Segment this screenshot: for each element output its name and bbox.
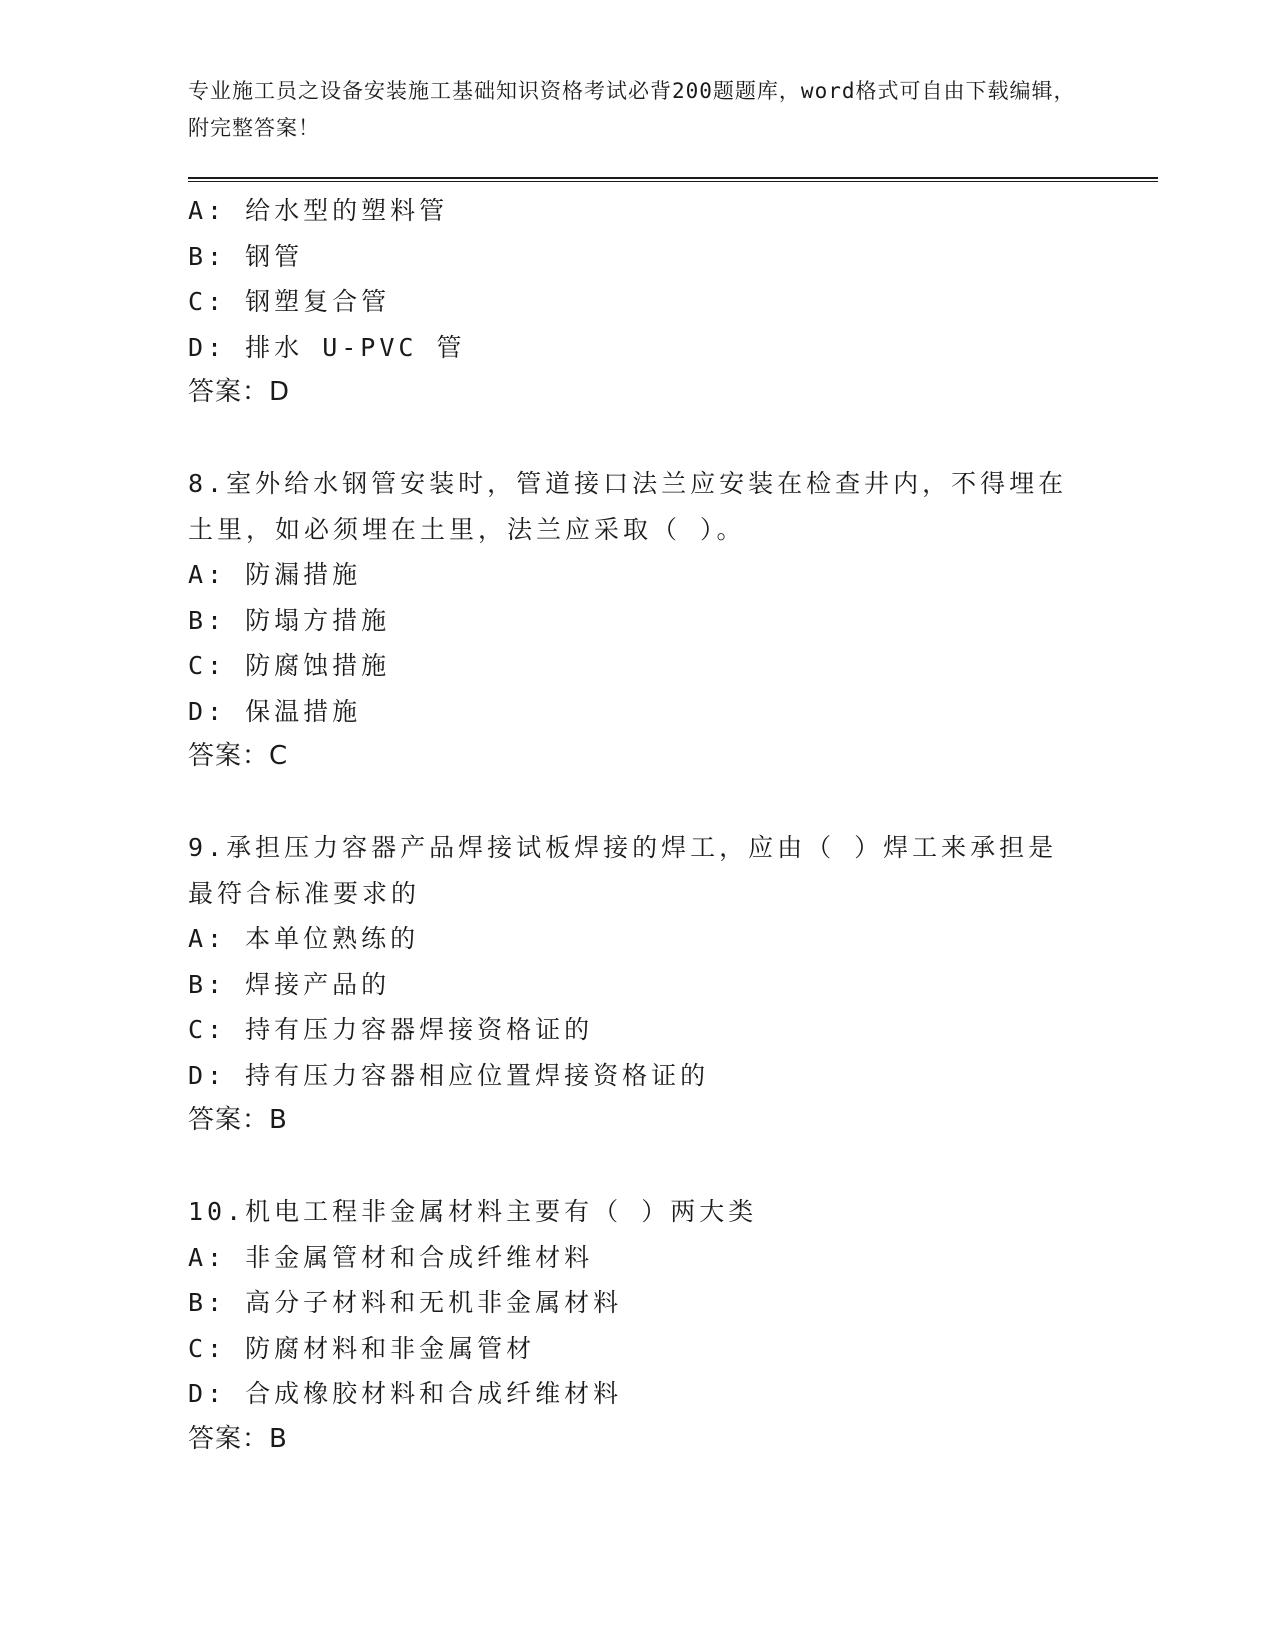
- option-a: A: 防漏措施: [188, 560, 362, 589]
- option-d: D: 持有压力容器相应位置焊接资格证的: [188, 1060, 710, 1090]
- option-b: B: 防塌方措施: [188, 605, 391, 635]
- spacer: [188, 780, 1088, 826]
- question-stem: 8.室外给水钢管安装时，管道接口法兰应安装在检查井内，不得埋在土里，如必须埋在土里，法兰应采取（ ）。: [188, 469, 1068, 544]
- answer-line: 答案：B: [188, 1423, 288, 1454]
- answer-line: 答案：C: [188, 741, 289, 771]
- option-b: B: 焊接产品的: [188, 969, 391, 999]
- spacer: [188, 1144, 1088, 1190]
- question-block-9: [188, 825, 1088, 1144]
- question-stem: 9.承担压力容器产品焊接试板焊接的焊工，应由（ ）焊工来承担是最符合标准要求的: [188, 833, 1058, 908]
- option-a: A: 本单位熟练的: [188, 924, 420, 953]
- answer-line: 答案：B: [188, 1105, 288, 1135]
- document-body: [188, 188, 1088, 1462]
- option-c: C: 防腐材料和非金属管材: [188, 1333, 536, 1363]
- option-c: C: 钢塑复合管: [188, 287, 391, 316]
- option-a: A: 给水型的塑料管: [188, 196, 449, 225]
- option-d: D: 排水 U-PVC 管: [188, 332, 466, 362]
- option-c: C: 防腐蚀措施: [188, 651, 391, 680]
- option-b: B: 钢管: [188, 241, 304, 271]
- spacer: [188, 416, 1088, 462]
- question-block-8: [188, 461, 1088, 780]
- document-header: 专业施工员之设备安装施工基础知识资格考试必背200题题库，word格式可自由下载编辑，附完整答案！: [188, 79, 1076, 140]
- option-d: D: 保温措施: [188, 696, 362, 726]
- answer-line: 答案：D: [188, 377, 291, 407]
- option-b: B: 高分子材料和无机非金属材料: [188, 1288, 623, 1317]
- option-d: D: 合成橡胶材料和合成纤维材料: [188, 1379, 623, 1408]
- option-c: C: 持有压力容器焊接资格证的: [188, 1015, 594, 1044]
- option-a: A: 非金属管材和合成纤维材料: [188, 1242, 594, 1272]
- question-stem: 10.机电工程非金属材料主要有（ ）两大类: [188, 1197, 758, 1226]
- question-block-10: [188, 1189, 1088, 1462]
- header-divider: [188, 177, 1158, 182]
- question-block-7: [188, 188, 1088, 416]
